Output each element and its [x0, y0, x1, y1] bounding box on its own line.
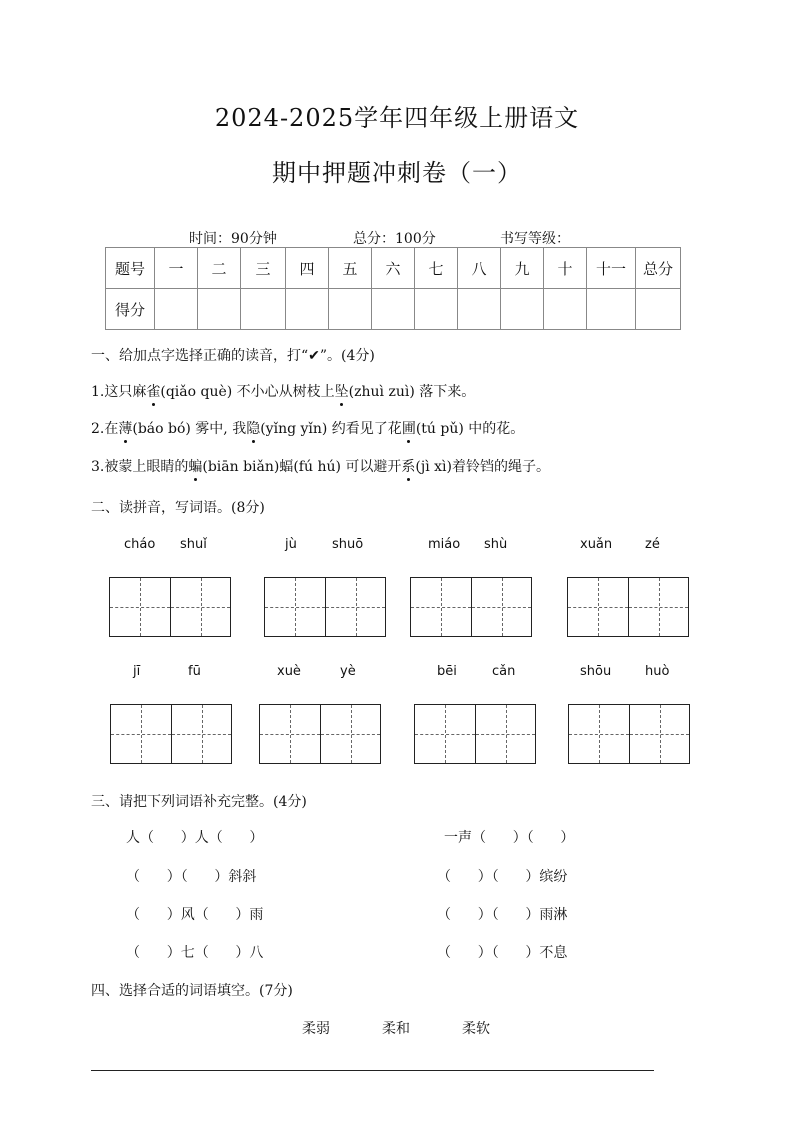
dotted-char: 坠 — [335, 381, 349, 401]
writing-grid[interactable] — [109, 577, 231, 637]
pinyin-label: huò — [645, 664, 670, 679]
pinyin-label: fū — [188, 664, 201, 679]
question-1-2 — [91, 418, 524, 438]
pinyin-label: xuǎn — [580, 537, 613, 552]
header-cell: 八 — [458, 248, 501, 289]
idiom-blank[interactable]: 人（ ）人（ ） — [126, 830, 264, 846]
pinyin-label: shuō — [332, 537, 364, 552]
header-cell: 题号 — [106, 248, 155, 289]
score-cell[interactable] — [241, 289, 286, 330]
pinyin-label: xuè — [277, 664, 301, 679]
header-cell: 五 — [329, 248, 372, 289]
score-cell[interactable] — [286, 289, 329, 330]
idiom-blank[interactable]: （ ）（ ）不息 — [437, 945, 568, 961]
score-cell[interactable] — [329, 289, 372, 330]
q-text: 2.在 — [91, 421, 119, 437]
total-score-info: 总分：100分 — [353, 231, 436, 247]
dotted-char: 雀 — [146, 381, 160, 401]
word-option: 柔弱 — [302, 1021, 330, 1037]
idiom-blank[interactable]: （ ）风（ ）雨 — [126, 907, 264, 923]
score-cell[interactable] — [587, 289, 636, 330]
header-cell: 四 — [286, 248, 329, 289]
section-3-heading: 三、请把下列词语补充完整。(4分) — [91, 794, 307, 810]
section-4-heading: 四、选择合适的词语填空。(7分) — [91, 983, 293, 999]
q-text: (báo bó) 雾中, 我 — [132, 421, 247, 437]
q-text: (tú pǔ) 中的花。 — [415, 421, 525, 437]
pinyin-label: shù — [484, 537, 508, 552]
dotted-char: 隐 — [246, 418, 260, 438]
idiom-blank[interactable]: （ ）（ ）雨淋 — [437, 907, 568, 923]
score-cell[interactable] — [415, 289, 458, 330]
score-cell[interactable] — [636, 289, 681, 330]
header-cell: 总分 — [636, 248, 681, 289]
score-table-score-row — [106, 289, 681, 330]
writing-grade-info: 书写等级： — [500, 231, 570, 247]
time-info: 时间：90分钟 — [189, 231, 277, 247]
header-cell: 九 — [501, 248, 544, 289]
q-text: (zhuì zuì) 落下来。 — [348, 384, 476, 400]
score-cell[interactable] — [198, 289, 241, 330]
pinyin-label: yè — [340, 664, 356, 679]
writing-grid[interactable] — [259, 704, 381, 764]
writing-grid[interactable] — [410, 577, 532, 637]
pinyin-label: jù — [285, 537, 297, 552]
writing-grid[interactable] — [110, 704, 232, 764]
dotted-char: 圃 — [402, 418, 416, 438]
header-cell: 三 — [241, 248, 286, 289]
pinyin-label: zé — [645, 537, 660, 552]
pinyin-label: shuǐ — [180, 537, 207, 552]
pinyin-label: cháo — [124, 537, 156, 552]
score-cell[interactable] — [458, 289, 501, 330]
header-cell: 二 — [198, 248, 241, 289]
header-cell: 十 — [544, 248, 587, 289]
pinyin-label: jī — [133, 664, 141, 679]
score-table-header-row — [106, 248, 681, 289]
idiom-blank[interactable]: 一声（ ）（ ） — [444, 830, 575, 846]
word-option: 柔软 — [462, 1021, 490, 1037]
q-text: 1.这只麻 — [91, 384, 147, 400]
score-cell[interactable] — [501, 289, 544, 330]
question-1-1 — [91, 381, 475, 401]
q-text: (jì xì)着铃铛的绳子。 — [415, 459, 550, 475]
idiom-blank[interactable]: （ ）（ ）缤纷 — [437, 869, 568, 885]
score-cell[interactable] — [372, 289, 415, 330]
exam-title: 2024-2025学年四年级上册语文 — [214, 104, 580, 132]
q-text: (qiǎo què) 不小心从树枝上 — [160, 384, 335, 400]
pinyin-label: cǎn — [492, 664, 516, 679]
q-text: (biān biǎn)蝠(fú hú) 可以避开 — [202, 459, 402, 475]
dotted-char: 薄 — [118, 418, 132, 438]
q-text: (yǐng yǐn) 约看见了花 — [260, 421, 402, 437]
section-2-heading: 二、读拼音，写词语。(8分) — [91, 500, 265, 516]
writing-grid[interactable] — [414, 704, 536, 764]
exam-subtitle: 期中押题冲刺卷（一） — [272, 159, 522, 187]
word-option: 柔和 — [382, 1021, 410, 1037]
writing-grid[interactable] — [567, 577, 689, 637]
dotted-char: 蝙 — [188, 456, 202, 476]
writing-grid[interactable] — [568, 704, 690, 764]
header-cell: 六 — [372, 248, 415, 289]
q-text: 3.被蒙上眼睛的 — [91, 459, 189, 475]
header-cell: 一 — [155, 248, 198, 289]
score-table — [105, 247, 681, 330]
section-1-heading: 一、给加点字选择正确的读音，打“✔”。(4分) — [91, 348, 375, 364]
pinyin-label: shōu — [580, 664, 612, 679]
dotted-char: 系 — [401, 456, 415, 476]
writing-grid[interactable] — [264, 577, 386, 637]
answer-line[interactable] — [91, 1070, 654, 1071]
header-cell: 十一 — [587, 248, 636, 289]
question-1-3 — [91, 456, 550, 476]
score-cell[interactable] — [155, 289, 198, 330]
score-cell[interactable] — [544, 289, 587, 330]
idiom-blank[interactable]: （ ）（ ）斜斜 — [126, 869, 257, 885]
pinyin-label: bēi — [437, 664, 457, 679]
pinyin-label: miáo — [428, 537, 461, 552]
idiom-blank[interactable]: （ ）七（ ）八 — [126, 945, 264, 961]
score-row-label: 得分 — [106, 289, 155, 330]
header-cell: 七 — [415, 248, 458, 289]
